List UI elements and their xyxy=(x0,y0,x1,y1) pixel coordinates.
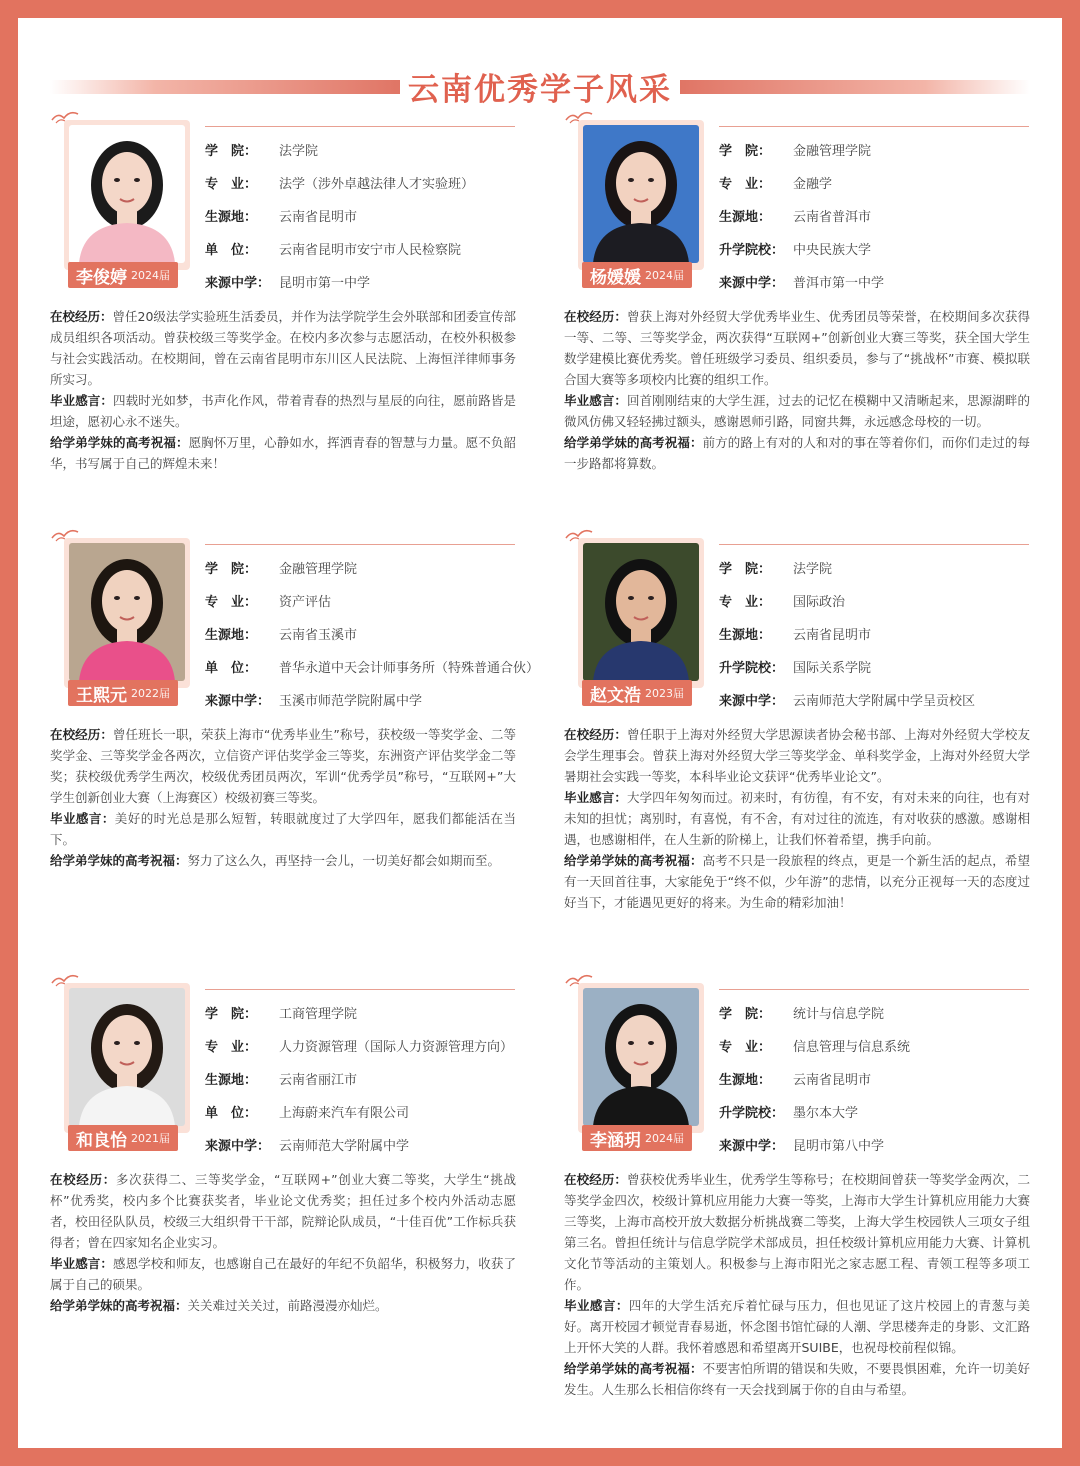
experience-label: 在校经历： xyxy=(564,727,627,742)
college-label: 学 院： xyxy=(719,144,772,159)
name-badge xyxy=(68,680,178,706)
reflection-text: 美好的时光总是那么短暂，转眼就度过了大学四年，愿我们都能活在当下。 xyxy=(50,811,516,847)
row-major xyxy=(719,173,832,192)
name-badge xyxy=(68,262,178,288)
wishes-paragraph xyxy=(50,432,516,474)
row-employer-or-further xyxy=(205,657,539,676)
row-employer-or-further xyxy=(719,239,871,258)
reflection-text: 大学四年匆匆而过。初来时，有彷徨，有不安，有对未来的向往，也有对未知的担忧；离别时，有喜悦，有不舍，有对过往的流连，有对收获的感激。感谢相遇，也感谢相伴，在人生新的阶梯上，让我们怀着希望，携手向前。 xyxy=(564,790,1030,847)
info-divider xyxy=(205,126,515,127)
graduation-year: 2024届 xyxy=(645,1132,684,1145)
major-value: 人力资源管理（国际人力资源管理方向） xyxy=(279,1040,514,1055)
reflection-paragraph xyxy=(50,390,516,432)
college-value: 法学院 xyxy=(279,144,319,159)
wishes-label: 给学弟学妹的高考祝福： xyxy=(564,435,703,450)
row-origin xyxy=(719,206,871,225)
reflection-label: 毕业感言： xyxy=(564,393,627,408)
origin-label: 生源地： xyxy=(719,628,772,643)
origin-label: 生源地： xyxy=(205,210,258,225)
row-school xyxy=(719,690,975,709)
college-value: 工商管理学院 xyxy=(279,1007,358,1022)
wishes-label: 给学弟学妹的高考祝福： xyxy=(50,1298,188,1313)
college-label: 学 院： xyxy=(205,1007,258,1022)
college-value: 法学院 xyxy=(793,562,833,577)
name-badge xyxy=(582,1125,692,1151)
portrait-photo xyxy=(583,543,699,681)
bio-block xyxy=(50,724,516,871)
wishes-paragraph xyxy=(564,1358,1030,1400)
portrait-frame xyxy=(578,983,704,1151)
portrait-frame xyxy=(64,538,190,706)
origin-value: 云南省昆明市 xyxy=(793,628,872,643)
experience-text: 曾任20级法学实验班生活委员，并作为法学院学生会外联部和团委宣传部成员组织各项活动。曾获校级三等奖学金。在校内多次参与志愿活动，在校外积极参与社会实践活动。在校期间，曾在云南省昆明市东川区人民法院、上海恒洋律师事务所实习。 xyxy=(50,309,516,387)
college-label: 学 院： xyxy=(205,144,258,159)
wishes-paragraph xyxy=(50,1295,516,1316)
school-label: 来源中学： xyxy=(719,1139,785,1154)
fourth-label: 升学院校： xyxy=(719,243,785,258)
graduation-year: 2021届 xyxy=(131,1132,170,1145)
graduation-year: 2024届 xyxy=(645,269,684,282)
college-value: 金融管理学院 xyxy=(793,144,872,159)
college-value: 统计与信息学院 xyxy=(793,1007,885,1022)
experience-text: 多次获得二、三等奖学金，“互联网+”创业大赛二等奖，大学生“挑战杯”优秀奖，校内多个比赛获奖者，毕业论文优秀奖；担任过多个校内外活动志愿者，校田径队队员，校级三大组织骨干干部，院辩论队成员，“十佳百优”工作标兵获得者；曾在四家知名企业实习。 xyxy=(50,1172,516,1250)
college-label: 学 院： xyxy=(719,562,772,577)
row-major xyxy=(205,1036,513,1055)
major-value: 信息管理与信息系统 xyxy=(793,1040,911,1055)
name-badge xyxy=(582,262,692,288)
experience-text: 曾任班长一职，荣获上海市“优秀毕业生”称号，获校级一等奖学金、二等奖学金、三等奖学金各两次，立信资产评估奖学金三等奖，东洲资产评估奖学金二等奖；获校级优秀学生两次，校级优秀团员两次，军训“优秀学员”称号，“互联网+”大学生创新创业大赛（上海赛区）校级初赛三等奖。 xyxy=(50,727,516,805)
row-college xyxy=(719,558,832,577)
origin-value: 云南省丽江市 xyxy=(279,1073,358,1088)
school-value: 昆明市第八中学 xyxy=(793,1139,885,1154)
portrait-photo xyxy=(69,988,185,1126)
major-value: 法学（涉外卓越法律人才实验班） xyxy=(279,177,475,192)
school-value: 云南师范大学附属中学呈贡校区 xyxy=(793,694,976,709)
experience-text: 曾获校优秀毕业生，优秀学生等称号；在校期间曾获一等奖学金两次，二等奖学金四次，校级计算机应用能力大赛一等奖，上海市大学生计算机应用能力大赛三等奖，上海市高校开放大数据分析挑战赛二等奖，上海大学生校园铁人三项女子组第三名。曾担任统计与信息学院学术部成员，担任校级计算机应用能力大赛、计算机文化节等活动的主策划人。积极参与上海市阳光之家志愿工程、青领工程等多项工作。 xyxy=(564,1172,1030,1292)
bio-block xyxy=(564,306,1030,474)
portrait-photo xyxy=(583,988,699,1126)
graduation-year: 2024届 xyxy=(131,269,170,282)
reflection-paragraph xyxy=(564,1295,1030,1358)
bio-block xyxy=(564,1169,1030,1400)
row-employer-or-further xyxy=(719,657,871,676)
experience-paragraph xyxy=(564,306,1030,390)
row-origin xyxy=(205,1069,357,1088)
school-value: 云南师范大学附属中学 xyxy=(279,1139,410,1154)
wishes-text: 愿胸怀万里，心静如水，挥洒青春的智慧与力量。愿不负韶华，书写属于自己的辉煌未来！ xyxy=(50,435,516,471)
origin-value: 云南省昆明市 xyxy=(279,210,358,225)
student-name: 王熙元 xyxy=(76,685,127,706)
row-school xyxy=(205,1135,409,1154)
school-label: 来源中学： xyxy=(205,276,271,291)
reflection-paragraph xyxy=(50,1253,516,1295)
school-label: 来源中学： xyxy=(205,1139,271,1154)
experience-label: 在校经历： xyxy=(50,1172,116,1187)
info-divider xyxy=(719,544,1029,545)
info-divider xyxy=(205,989,515,990)
school-label: 来源中学： xyxy=(205,694,271,709)
student-name: 和良怡 xyxy=(76,1130,127,1151)
wishes-text: 高考不只是一段旅程的终点，更是一个新生活的起点，希望有一天回首往事，大家能免于“终不似，少年游”的悲情，以充分正视每一天的态度过好当下，才能遇见更好的将来。为生命的精彩加油！ xyxy=(564,853,1030,910)
info-divider xyxy=(719,989,1029,990)
experience-label: 在校经历： xyxy=(564,1172,627,1187)
row-major xyxy=(205,591,331,610)
fourth-label: 单 位： xyxy=(205,661,258,676)
college-label: 学 院： xyxy=(719,1007,772,1022)
reflection-label: 毕业感言： xyxy=(564,1298,629,1313)
wishes-text: 前方的路上有对的人和对的事在等着你们，而你们走过的每一步路都将算数。 xyxy=(564,435,1030,471)
experience-label: 在校经历： xyxy=(50,727,113,742)
row-employer-or-further xyxy=(205,1102,409,1121)
wishes-paragraph xyxy=(50,850,516,871)
fourth-label: 单 位： xyxy=(205,243,258,258)
reflection-paragraph xyxy=(564,390,1030,432)
wishes-label: 给学弟学妹的高考祝福： xyxy=(564,853,703,868)
experience-paragraph xyxy=(50,1169,516,1253)
reflection-paragraph xyxy=(564,787,1030,850)
student-name: 杨媛媛 xyxy=(590,267,641,288)
wishes-paragraph xyxy=(564,850,1030,913)
reflection-text: 感恩学校和师友，也感谢自己在最好的年纪不负韶华，积极努力，收获了属于自己的硕果。 xyxy=(50,1256,516,1292)
bio-block xyxy=(564,724,1030,913)
major-value: 金融学 xyxy=(793,177,833,192)
graduation-year: 2022届 xyxy=(131,687,170,700)
fourth-value: 国际关系学院 xyxy=(793,661,872,676)
wishes-text: 关关难过关关过，前路漫漫亦灿烂。 xyxy=(187,1298,388,1313)
reflection-text: 四年的大学生活充斥着忙碌与压力，但也见证了这片校园上的青葱与美好。离开校园才顿觉青春易逝，怀念图书馆忙碌的人潮、学思楼奔走的身影、文汇路上开怀大笑的人群。我怀着感恩和希望离开SUIBE，也祝母校前程似锦。 xyxy=(564,1298,1030,1355)
row-major xyxy=(719,1036,910,1055)
major-label: 专 业： xyxy=(205,595,258,610)
row-school xyxy=(205,690,422,709)
bio-block xyxy=(50,306,516,474)
page-title: 云南优秀学子风采 xyxy=(408,72,672,108)
row-college xyxy=(205,558,357,577)
school-label: 来源中学： xyxy=(719,276,785,291)
experience-label: 在校经历： xyxy=(564,309,627,324)
wishes-label: 给学弟学妹的高考祝福： xyxy=(50,853,188,868)
wishes-paragraph xyxy=(564,432,1030,474)
major-value: 国际政治 xyxy=(793,595,846,610)
row-school xyxy=(719,272,884,291)
reflection-paragraph xyxy=(50,808,516,850)
portrait-photo xyxy=(69,125,185,263)
origin-value: 云南省昆明市 xyxy=(793,1073,872,1088)
portrait-frame xyxy=(578,120,704,288)
portrait-photo xyxy=(583,125,699,263)
portrait-frame xyxy=(64,983,190,1151)
portrait-frame xyxy=(578,538,704,706)
fourth-value: 中央民族大学 xyxy=(793,243,872,258)
experience-paragraph xyxy=(564,724,1030,787)
title-area xyxy=(18,60,1062,110)
row-major xyxy=(205,173,474,192)
major-value: 资产评估 xyxy=(279,595,332,610)
portrait-frame xyxy=(64,120,190,288)
wishes-label: 给学弟学妹的高考祝福： xyxy=(564,1361,703,1376)
row-origin xyxy=(205,206,357,225)
reflection-label: 毕业感言： xyxy=(564,790,627,805)
experience-paragraph xyxy=(564,1169,1030,1295)
row-major xyxy=(719,591,845,610)
graduation-year: 2023届 xyxy=(645,687,684,700)
college-value: 金融管理学院 xyxy=(279,562,358,577)
row-employer-or-further xyxy=(205,239,461,258)
row-origin xyxy=(719,624,871,643)
row-employer-or-further xyxy=(719,1102,858,1121)
fourth-value: 上海蔚来汽车有限公司 xyxy=(279,1106,410,1121)
name-badge xyxy=(582,680,692,706)
fourth-value: 墨尔本大学 xyxy=(793,1106,859,1121)
school-value: 玉溪市师范学院附属中学 xyxy=(279,694,423,709)
row-school xyxy=(205,272,370,291)
wishes-text: 努力了这么久，再坚持一会儿，一切美好都会如期而至。 xyxy=(187,853,501,868)
row-origin xyxy=(205,624,357,643)
experience-paragraph xyxy=(50,306,516,390)
experience-text: 曾任职于上海对外经贸大学思源读者协会秘书部、上海对外经贸大学校友会学生理事会。曾获上海对外经贸大学三等奖学金、单科奖学金，上海对外经贸大学暑期社会实践一等奖，本科毕业论文获评“优秀毕业论文”。 xyxy=(564,727,1030,784)
college-label: 学 院： xyxy=(205,562,258,577)
school-value: 昆明市第一中学 xyxy=(279,276,371,291)
origin-label: 生源地： xyxy=(205,628,258,643)
school-value: 普洱市第一中学 xyxy=(793,276,885,291)
reflection-label: 毕业感言： xyxy=(50,811,115,826)
experience-text: 曾获上海对外经贸大学优秀毕业生、优秀团员等荣誉，在校期间多次获得一等、二等、三等奖学金，两次获得“互联网+”创新创业大赛三等奖，获全国大学生数学建模比赛优秀奖。曾任班级学习委员、组织委员，参与了“挑战杯”市赛、模拟联合国大赛等多项校内比赛的组织工作。 xyxy=(564,309,1030,387)
major-label: 专 业： xyxy=(205,177,258,192)
origin-value: 云南省玉溪市 xyxy=(279,628,358,643)
poster-page xyxy=(18,18,1062,1448)
fourth-label: 升学院校： xyxy=(719,661,785,676)
fourth-value: 普华永道中天会计师事务所（特殊普通合伙） xyxy=(279,661,540,676)
fourth-label: 单 位： xyxy=(205,1106,258,1121)
major-label: 专 业： xyxy=(719,1040,772,1055)
wishes-text: 不要害怕所谓的错误和失败，不要畏惧困难，允许一切美好发生。人生那么长相信你终有一天会找到属于你的自由与希望。 xyxy=(564,1361,1030,1397)
student-name: 李涵玥 xyxy=(590,1130,641,1151)
bio-block xyxy=(50,1169,516,1316)
row-school xyxy=(719,1135,884,1154)
major-label: 专 业： xyxy=(205,1040,258,1055)
reflection-text: 回首刚刚结束的大学生涯，过去的记忆在模糊中又清晰起来，思源湖畔的微风仿佛又轻轻拂过额头，感谢恩师引路，同窗共舞，永远感念母校的一切。 xyxy=(564,393,1030,429)
fourth-label: 升学院校： xyxy=(719,1106,785,1121)
info-divider xyxy=(205,544,515,545)
student-name: 李俊婷 xyxy=(76,267,127,288)
reflection-label: 毕业感言： xyxy=(50,393,113,408)
reflection-label: 毕业感言： xyxy=(50,1256,113,1271)
origin-value: 云南省普洱市 xyxy=(793,210,872,225)
row-college xyxy=(719,1003,884,1022)
experience-paragraph xyxy=(50,724,516,808)
origin-label: 生源地： xyxy=(205,1073,258,1088)
row-origin xyxy=(719,1069,871,1088)
fourth-value: 云南省昆明市安宁市人民检察院 xyxy=(279,243,462,258)
row-college xyxy=(205,1003,357,1022)
info-divider xyxy=(719,126,1029,127)
row-college xyxy=(719,140,871,159)
origin-label: 生源地： xyxy=(719,1073,772,1088)
name-badge xyxy=(68,1125,178,1151)
portrait-photo xyxy=(69,543,185,681)
school-label: 来源中学： xyxy=(719,694,785,709)
origin-label: 生源地： xyxy=(719,210,772,225)
wishes-label: 给学弟学妹的高考祝福： xyxy=(50,435,189,450)
student-name: 赵文浩 xyxy=(590,685,641,706)
major-label: 专 业： xyxy=(719,595,772,610)
experience-label: 在校经历： xyxy=(50,309,113,324)
row-college xyxy=(205,140,318,159)
major-label: 专 业： xyxy=(719,177,772,192)
reflection-text: 四载时光如梦，书声化作风，带着青春的热烈与星辰的向往，愿前路皆是坦途，愿初心永不迷失。 xyxy=(50,393,516,429)
